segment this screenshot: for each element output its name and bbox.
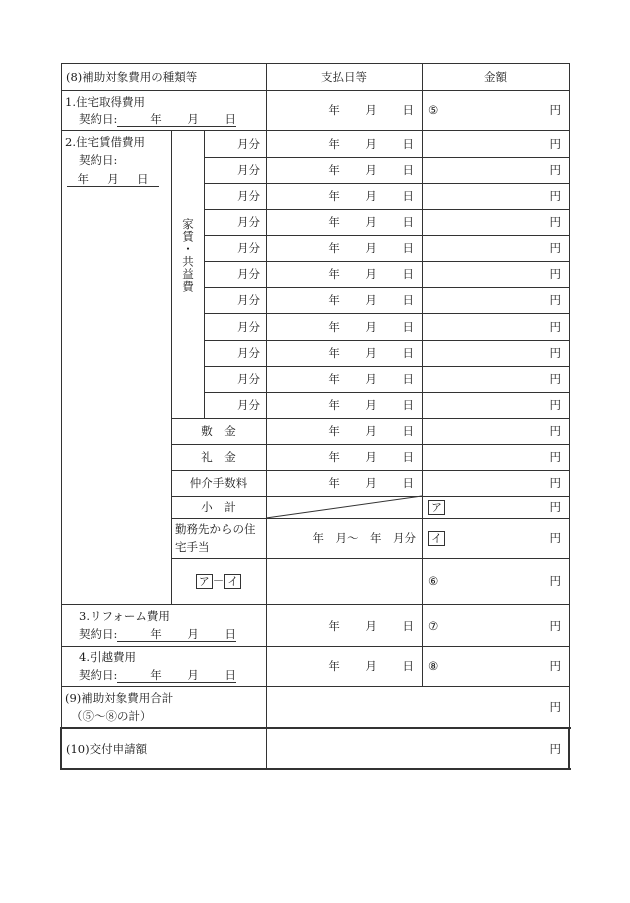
row-rule: [61, 90, 570, 91]
yen-unit: 円: [549, 500, 561, 514]
row-rule: [204, 209, 570, 210]
box-i-marker: イ: [224, 574, 241, 589]
rent-payment-date[interactable]: 年 月 日: [328, 267, 414, 281]
rent-payment-date[interactable]: 年 月 日: [328, 189, 414, 203]
table-top-border: [61, 63, 570, 64]
item2-contract-label: 契約日:: [79, 153, 118, 167]
row-rule: [204, 340, 570, 341]
row-rule: [171, 558, 570, 559]
contract-date-field[interactable]: 年 月 日: [117, 668, 236, 682]
key-money-payment-date[interactable]: 年 月 日: [328, 450, 414, 464]
grant-box-right: [568, 727, 570, 770]
rent-payment-date[interactable]: 年 月 日: [328, 372, 414, 386]
row-rule: [61, 604, 570, 605]
rent-amount[interactable]: [428, 163, 561, 177]
header-payment-date: 支払日等: [321, 70, 367, 84]
yen-unit: 円: [549, 531, 561, 545]
minus-sign: －: [212, 574, 225, 588]
yen-unit: 円: [549, 450, 561, 464]
rent-amount[interactable]: [428, 346, 561, 360]
diagonal-line: [266, 496, 422, 518]
row-rule: [61, 130, 570, 131]
row-rule: [171, 444, 570, 445]
item4-amount[interactable]: [428, 659, 561, 673]
row-rule: [171, 470, 570, 471]
month-part-label: 月分: [237, 215, 260, 229]
contract-date-label: 契約日:: [79, 668, 118, 682]
box-a-marker: ア: [196, 574, 213, 589]
month-part-label: 月分: [237, 189, 260, 203]
brokerage-fee-label: 仲介手数料: [189, 476, 248, 490]
amount-marker: ⑦: [428, 619, 439, 633]
rent-amount[interactable]: [428, 137, 561, 151]
month-part-label: 月分: [237, 398, 260, 412]
deposit-payment-date[interactable]: 年 月 日: [328, 424, 414, 438]
column-rule: [266, 728, 267, 769]
grant-box-top: [60, 727, 571, 729]
deposit-amount[interactable]: [428, 424, 561, 438]
rent-payment-date[interactable]: 年 月 日: [328, 398, 414, 412]
rent-payment-date[interactable]: 年 月 日: [328, 320, 414, 334]
a-minus-i-label: [171, 574, 266, 589]
grant-box-bottom: [60, 768, 571, 770]
row-rule: [204, 157, 570, 158]
yen-unit: 円: [549, 241, 561, 255]
contract-date-field[interactable]: 年 月 日: [117, 112, 236, 126]
item1-amount[interactable]: [428, 103, 561, 117]
rent-amount[interactable]: [428, 293, 561, 307]
row-rule: [204, 366, 570, 367]
yen-unit: 円: [549, 189, 561, 203]
rent-payment-date[interactable]: 年 月 日: [328, 163, 414, 177]
month-part-label: 月分: [237, 346, 260, 360]
amount-marker: ⑤: [428, 103, 439, 117]
item3-title: 3.リフォーム費用: [79, 609, 170, 623]
yen-unit: 円: [549, 320, 561, 334]
item4-payment-date[interactable]: 年 月 日: [328, 659, 414, 673]
month-part-label: 月分: [237, 267, 260, 281]
month-part-label: 月分: [237, 293, 260, 307]
rent-payment-date[interactable]: 年 月 日: [328, 215, 414, 229]
item4-contract-line: [79, 668, 259, 682]
total-amount[interactable]: 円: [549, 700, 561, 714]
row-rule: [61, 686, 570, 687]
item1-payment-date[interactable]: 年 月 日: [328, 103, 414, 117]
brokerage-fee-amount[interactable]: [428, 476, 561, 490]
yen-unit: 円: [549, 372, 561, 386]
employer-allowance-amount[interactable]: [428, 531, 561, 546]
deposit-label: 敷 金: [201, 424, 236, 438]
total-sublabel: （⑤～⑧の計）: [71, 709, 152, 723]
rent-amount[interactable]: [428, 320, 561, 334]
yen-unit: 円: [549, 398, 561, 412]
month-part-label: 月分: [237, 137, 260, 151]
key-money-label: 礼 金: [201, 450, 236, 464]
row-rule: [204, 183, 570, 184]
contract-date-label: 契約日:: [79, 627, 118, 641]
item3-contract-line: [79, 627, 259, 641]
row-rule: [61, 646, 570, 647]
yen-unit: 円: [549, 476, 561, 490]
row-rule: [204, 313, 570, 314]
rent-payment-date[interactable]: 年 月 日: [328, 241, 414, 255]
item2-contract-date-field[interactable]: 年 月 日: [67, 172, 159, 187]
row-rule: [171, 518, 570, 519]
yen-unit: 円: [549, 215, 561, 229]
yen-unit: 円: [549, 619, 561, 633]
contract-date-label: 契約日:: [79, 112, 118, 126]
yen-unit: 円: [549, 137, 561, 151]
grant-box-left: [60, 727, 62, 770]
item3-amount[interactable]: [428, 619, 561, 633]
row-rule: [204, 235, 570, 236]
yen-unit: 円: [549, 267, 561, 281]
brokerage-fee-payment-date[interactable]: 年 月 日: [328, 476, 414, 490]
amount-marker: ⑧: [428, 659, 439, 673]
grant-label: (10)交付申請額: [66, 742, 148, 756]
table-right-border: [569, 686, 570, 728]
subtotal-amount[interactable]: [428, 500, 561, 515]
employer-allowance-label-1: 勤務先からの住: [175, 522, 256, 536]
row-rule: [204, 261, 570, 262]
header-cost-type: (8)補助対象費用の種類等: [66, 70, 198, 84]
box-a-marker: ア: [428, 500, 445, 515]
row-rule: [204, 392, 570, 393]
yen-unit: 円: [549, 659, 561, 673]
item4-title: 4.引越費用: [79, 650, 136, 664]
grant-amount[interactable]: 円: [549, 742, 561, 756]
yen-unit: 円: [549, 574, 561, 588]
yen-unit: 円: [549, 163, 561, 177]
rent-amount[interactable]: [428, 398, 561, 412]
box-i-marker: イ: [428, 531, 445, 546]
table-left-border: [61, 686, 62, 728]
key-money-amount[interactable]: [428, 450, 561, 464]
item1-contract-line: [79, 112, 249, 126]
month-part-label: 月分: [237, 163, 260, 177]
yen-unit: 円: [549, 424, 561, 438]
rent-common-fee-label: 家賃・共益費: [181, 218, 195, 293]
yen-unit: 円: [549, 293, 561, 307]
rent-net-amount[interactable]: [428, 574, 561, 588]
contract-date-field[interactable]: 年 月 日: [117, 627, 236, 641]
item1-title: 1.住宅取得費用: [65, 95, 145, 109]
rent-payment-date[interactable]: 年 月 日: [328, 346, 414, 360]
item3-payment-date[interactable]: 年 月 日: [328, 619, 414, 633]
row-rule: [171, 418, 570, 419]
rent-payment-date[interactable]: 年 月 日: [328, 137, 414, 151]
rent-amount[interactable]: [428, 267, 561, 281]
total-label: (9)補助対象費用合計: [65, 691, 174, 705]
yen-unit: 円: [549, 346, 561, 360]
employer-allowance-label-2: 宅手当: [175, 540, 210, 554]
employer-allowance-period[interactable]: 年 月～ 年 月分: [312, 531, 416, 545]
month-part-label: 月分: [237, 372, 260, 386]
header-amount: 金額: [484, 70, 507, 84]
rent-amount[interactable]: [428, 241, 561, 255]
rent-amount[interactable]: [428, 372, 561, 386]
table-left-border: [61, 63, 62, 686]
subtotal-label: 小 計: [201, 500, 236, 514]
row-rule: [204, 287, 570, 288]
rent-payment-date[interactable]: 年 月 日: [328, 293, 414, 307]
rent-amount[interactable]: [428, 189, 561, 203]
item2-title: 2.住宅賃借費用: [65, 135, 145, 149]
month-part-label: 月分: [237, 320, 260, 334]
yen-unit: 円: [549, 103, 561, 117]
month-part-label: 月分: [237, 241, 260, 255]
rent-amount[interactable]: [428, 215, 561, 229]
amount-marker: ⑥: [428, 574, 439, 588]
